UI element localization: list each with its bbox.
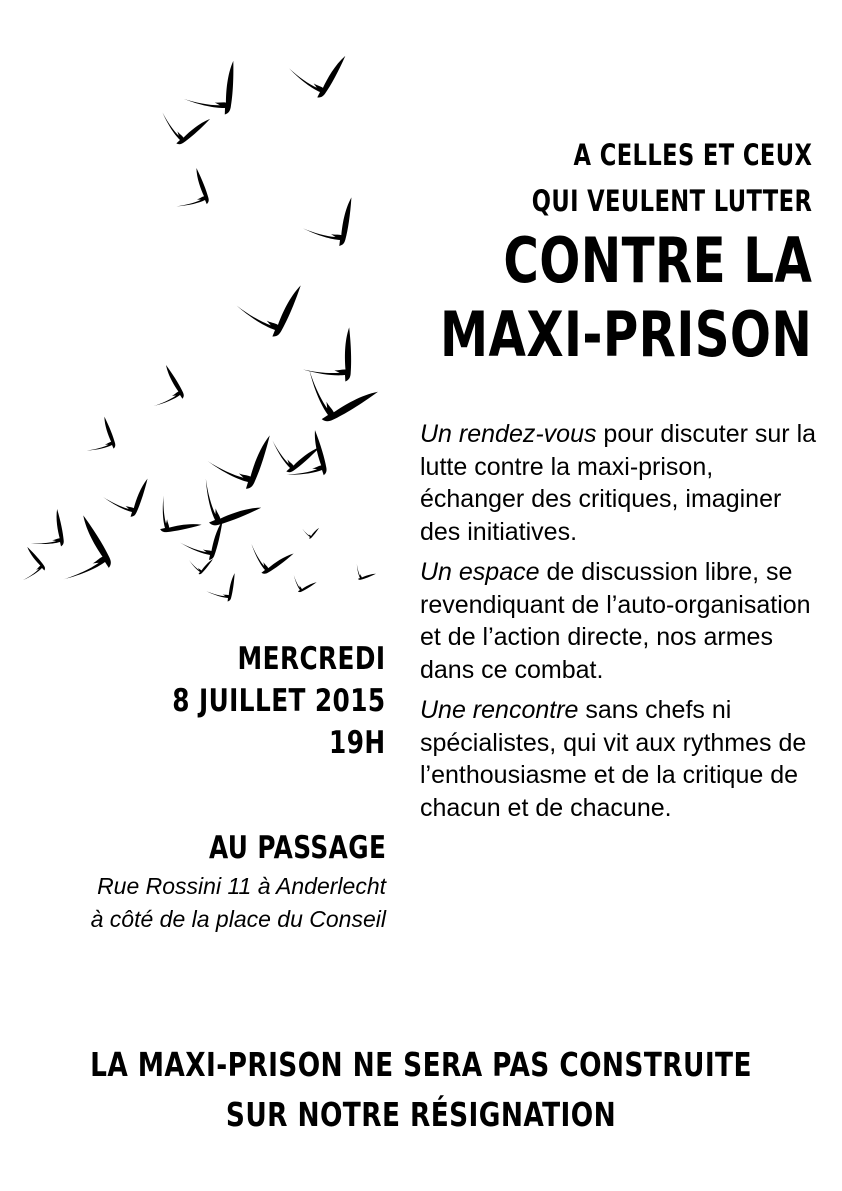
bird-icon — [182, 61, 256, 129]
paragraph-3-emphasis: Une rencontre — [420, 696, 579, 724]
venue-landmark: à côté de la place du Conseil — [90, 906, 386, 932]
bird-icon — [60, 515, 123, 593]
paragraph-espace — [420, 556, 820, 686]
bird-icon — [236, 285, 312, 343]
event-day: MERCREDI — [238, 641, 386, 677]
bird-icon — [85, 417, 125, 462]
footer-line-1: LA MAXI-PRISON NE SERA PAS CONSTRUITE — [90, 1045, 752, 1084]
venue-address: Rue Rossini 11 à Anderlecht — [97, 873, 386, 899]
event-date: 8 JUILLET 2015 — [172, 683, 386, 719]
paragraph-1-emphasis: Un rendez-vous — [420, 420, 597, 448]
footer-slogan — [0, 1040, 842, 1140]
bird-icon — [207, 435, 285, 498]
bird-icon — [289, 574, 317, 596]
headline — [335, 132, 812, 372]
bird-icon — [189, 559, 213, 574]
bird-icon — [29, 509, 78, 560]
bird-icon — [289, 56, 352, 102]
event-time: 19H — [329, 725, 386, 761]
bird-icon — [21, 547, 48, 584]
venue-info — [91, 826, 386, 936]
bird-icon — [175, 168, 220, 219]
bird-icon — [102, 479, 158, 524]
bird-icon — [206, 573, 246, 608]
event-info — [119, 638, 386, 764]
bird-icon — [285, 430, 343, 492]
headline-line-3: CONTRE LA — [503, 224, 812, 297]
venue-name: AU PASSAGE — [208, 830, 386, 866]
headline-line-1: A CELLES ET CEUX — [573, 138, 812, 172]
bird-icon — [302, 528, 319, 539]
bird-icon — [350, 563, 376, 586]
paragraph-1-text: pour discuter sur la lutte contre la maxi-prison, échanger des critiques, imaginer des initiatives. — [420, 420, 817, 546]
bird-icon — [295, 367, 378, 434]
paragraph-3-text: sans chefs ni spécialistes, qui vit aux rythmes de l’enthousiasme et de la critique de chacun et de chacune. — [420, 696, 807, 822]
paragraph-2-text: de discussion libre, se revendiquant de l’auto-organisation et de l’action directe, nos armes dans ce combat. — [420, 558, 811, 684]
bird-icon — [245, 542, 294, 580]
bird-icon — [145, 494, 201, 548]
bird-icon — [151, 365, 191, 415]
paragraph-rendez-vous — [420, 418, 820, 548]
body-text — [420, 418, 820, 832]
bird-group — [21, 56, 378, 609]
paragraph-2-emphasis: Un espace — [420, 558, 540, 586]
bird-icon — [158, 111, 211, 149]
headline-line-4: MAXI-PRISON — [439, 298, 812, 371]
headline-line-2: QUI VEULENT LUTTER — [531, 184, 812, 218]
footer-line-2: SUR NOTRE RÉSIGNATION — [225, 1095, 617, 1134]
paragraph-rencontre — [420, 694, 820, 824]
